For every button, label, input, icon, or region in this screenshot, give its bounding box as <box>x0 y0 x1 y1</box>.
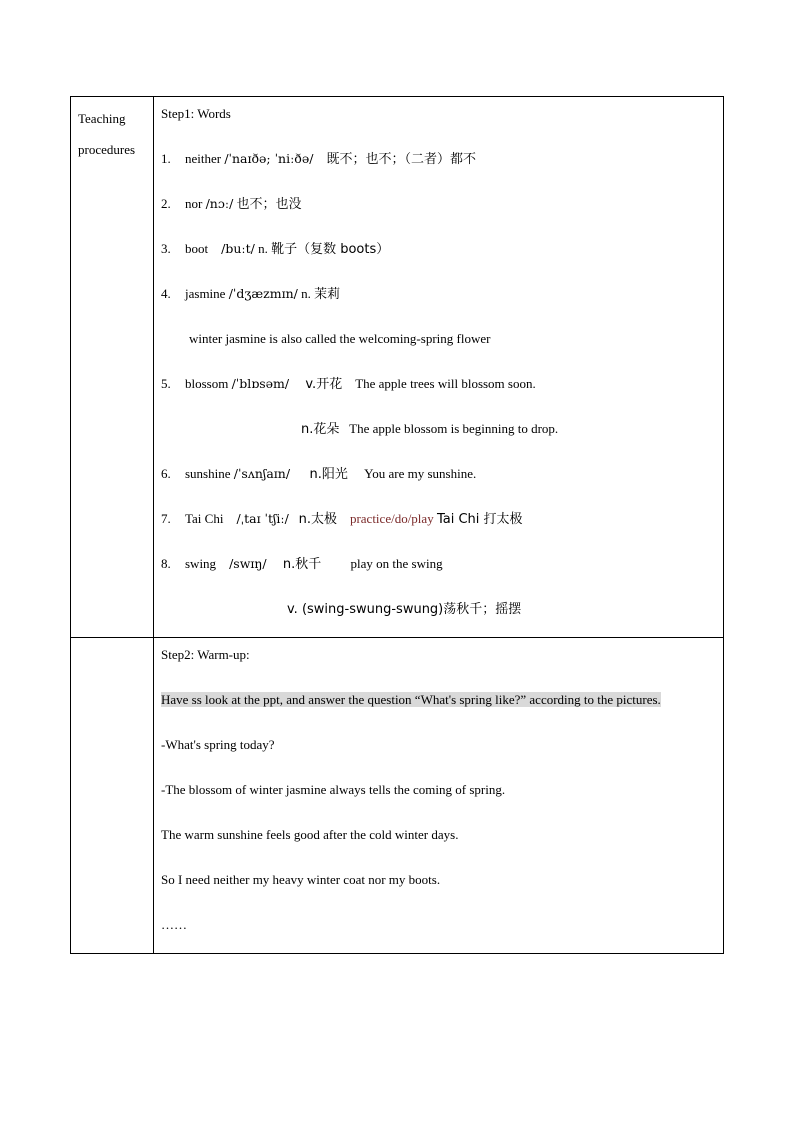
word-item: 7. Tai Chi /ˌtaɪ ˈtʃiː/ n.太极 practice/do/play Tai Chi 打太极 <box>161 511 523 527</box>
dialogue-line: -What's spring today? <box>161 737 275 752</box>
lesson-table <box>70 96 724 954</box>
word-item: 2. nor /nɔː/ 也不；也没 <box>161 196 302 212</box>
word-item-continuation: v. (swing-swung-swung)荡秋千；摇摆 <box>287 602 522 617</box>
word-item-continuation: n.花朵 The apple blossom is beginning to drop. <box>301 421 559 437</box>
table-row <box>71 638 724 954</box>
table-row <box>71 97 724 638</box>
step2-title: Step2: Warm-up: <box>161 647 250 662</box>
step1-content <box>154 97 723 637</box>
word-item: 3. boot /buːt/ n. 靴子（复数 boots） <box>161 241 390 257</box>
step2-instruction: Have ss look at the ppt, and answer the question “What's spring like?” according to the pictures. <box>161 692 661 707</box>
word-item: 8. swing /swɪŋ/ n.秋千 play on the swing <box>161 556 443 572</box>
word-item: 1. neither /ˈnaɪðə; ˈniːðə/ 既不；也不；（二者）都不 <box>161 151 476 167</box>
content-cell <box>154 97 724 638</box>
ellipsis-line: …… <box>161 917 187 932</box>
content-cell <box>154 638 724 954</box>
row-label <box>71 97 153 165</box>
step2-content <box>154 638 723 953</box>
step1-title: Step1: Words <box>161 106 231 121</box>
label-line: procedures <box>78 142 136 157</box>
word-item: 6. sunshine /ˈsʌnʃaɪn/ n.阳光 You are my sunshine. <box>161 466 477 482</box>
dialogue-line: The warm sunshine feels good after the cold winter days. <box>161 827 459 842</box>
word-item: 5. blossom /ˈblɒsəm/ v.开花 The apple trees will blossom soon. <box>161 376 536 392</box>
label-line: Teaching <box>78 111 126 126</box>
word-item: 4. jasmine /ˈdʒæzmɪn/ n. 茉莉 <box>161 286 341 302</box>
label-cell <box>71 97 154 638</box>
dialogue-line: So I need neither my heavy winter coat nor my boots. <box>161 872 441 887</box>
dialogue-line: -The blossom of winter jasmine always tells the coming of spring. <box>161 782 506 797</box>
example-sentence: winter jasmine is also called the welcoming-spring flower <box>189 331 491 346</box>
label-cell-empty <box>71 638 154 954</box>
